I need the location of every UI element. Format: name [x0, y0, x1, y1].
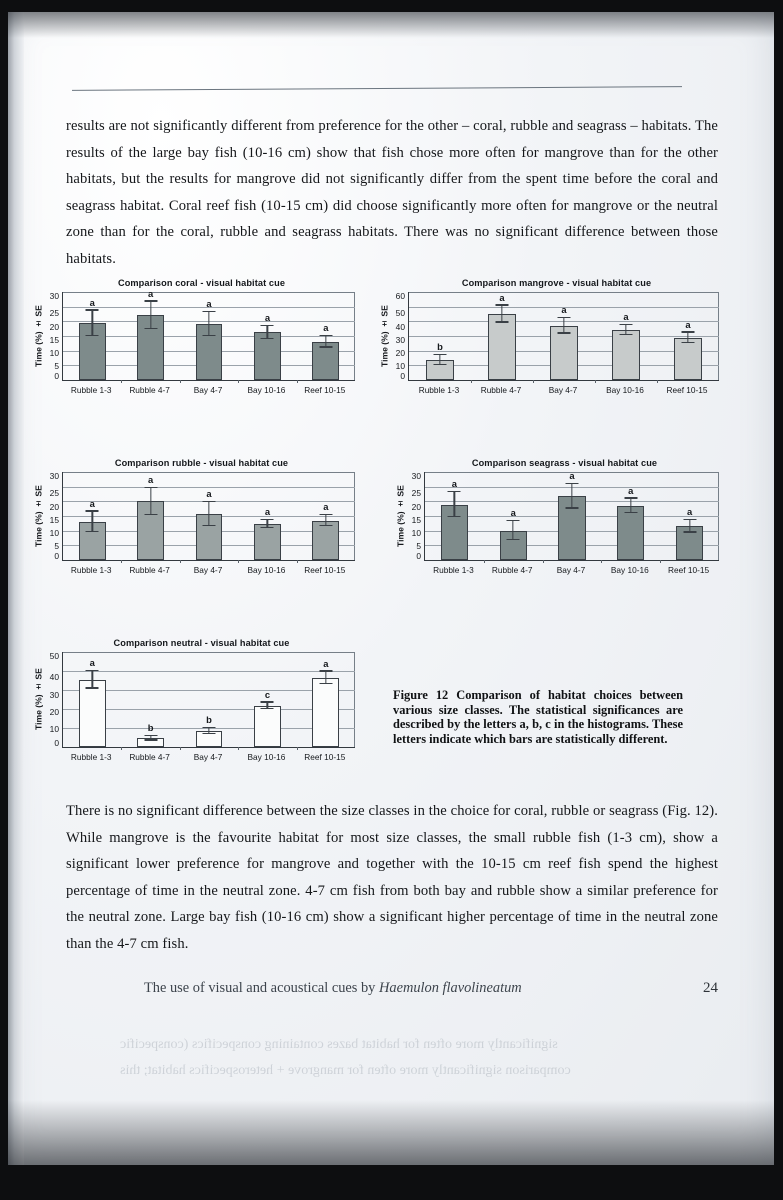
- y-tick-label: 40: [395, 321, 405, 332]
- bleedthrough-line-2: comparison significantly more often for mangrove + heterospecifics habitat; this: [120, 1063, 571, 1078]
- significance-letter: a: [206, 487, 212, 499]
- x-tick-label: Reef 10-15: [666, 385, 708, 395]
- error-bar-cap-top: [203, 727, 216, 728]
- y-tick-label: 10: [49, 724, 59, 735]
- y-tick-label: 30: [411, 471, 421, 481]
- x-axis-labels-neutral: [62, 748, 354, 762]
- y-tick-label: 5: [416, 541, 421, 552]
- plot-mangrove: [408, 292, 719, 381]
- y-tick-label: 30: [49, 689, 59, 700]
- y-axis-ticks-neutral: [45, 652, 62, 747]
- bar-cell: [601, 472, 660, 560]
- error-bar-cap-top: [86, 309, 99, 310]
- error-bar: [150, 302, 151, 330]
- error-bar-cap-bottom: [507, 539, 520, 540]
- bar-group-coral: [63, 287, 355, 380]
- x-tick-label: Bay 10-16: [247, 385, 286, 395]
- y-axis-ticks-coral: [45, 292, 62, 380]
- y-tick-label: 20: [395, 348, 405, 359]
- x-tick-label: Reef 10-15: [304, 385, 346, 395]
- x-tick-mark: [484, 560, 485, 563]
- significance-letter: a: [569, 470, 575, 482]
- x-tick-label: Reef 10-15: [668, 565, 710, 575]
- bar-cell: [297, 472, 355, 560]
- significance-letter: a: [510, 507, 516, 518]
- significance-letter: a: [623, 311, 629, 323]
- bar-cell: [425, 472, 484, 560]
- bar-cell: [595, 292, 657, 380]
- bar-cell: [180, 472, 238, 560]
- y-tick-label: 0: [54, 737, 59, 748]
- error-bar-cap-top: [448, 491, 461, 492]
- error-bar-cap-top: [434, 354, 447, 355]
- significance-letter: a: [323, 501, 329, 513]
- y-tick-label: 25: [411, 488, 421, 499]
- significance-letter: a: [264, 505, 271, 517]
- y-axis-label-coral: Time (%) ± SE: [33, 305, 44, 367]
- y-tick-label: 15: [411, 515, 421, 525]
- error-bar-cap-bottom: [86, 687, 99, 688]
- plot-coral: [62, 287, 355, 381]
- bar-cell: [121, 652, 179, 747]
- significance-letter: a: [685, 318, 691, 330]
- error-bar-cap-top: [319, 670, 332, 671]
- significance-letter: a: [561, 303, 567, 315]
- x-tick-label: Rubble 4-7: [491, 565, 533, 575]
- x-tick-mark: [657, 380, 658, 383]
- error-bar-cap-bottom: [144, 328, 157, 329]
- y-tick-label: 5: [54, 361, 59, 372]
- error-bar-cap-bottom: [683, 531, 696, 532]
- significance-letter: a: [89, 296, 95, 308]
- chart-title-coral: Comparison coral - visual habitat cue: [117, 278, 286, 288]
- x-tick-mark: [180, 380, 181, 383]
- y-tick-label: 30: [49, 291, 59, 301]
- x-tick-label: Bay 10-16: [606, 385, 644, 395]
- y-tick-label: 40: [49, 672, 59, 683]
- y-tick-label: 15: [49, 515, 59, 525]
- x-axis-labels-coral: [62, 381, 354, 395]
- significance-letter: b: [437, 341, 443, 353]
- plot-area-neutral: [32, 652, 371, 748]
- bar-cell: [484, 472, 543, 560]
- significance-letter: a: [628, 484, 634, 496]
- x-tick-label: Rubble 4-7: [129, 752, 170, 762]
- bar-cell: [238, 292, 296, 380]
- error-bar-cap-bottom: [624, 512, 637, 513]
- y-tick-label: 10: [49, 528, 59, 539]
- error-bar-cap-bottom: [319, 683, 332, 684]
- bar-rubble-1-3: [79, 680, 106, 747]
- plot-area-seagrass: [394, 472, 735, 561]
- x-tick-mark: [121, 560, 122, 563]
- error-bar-cap-top: [86, 670, 99, 671]
- y-tick-label: 10: [49, 348, 59, 359]
- error-bar-cap-top: [507, 520, 520, 521]
- bar-cell: [297, 652, 355, 747]
- error-bar: [208, 312, 209, 336]
- y-axis-label-neutral: Time (%) ± SE: [33, 668, 44, 731]
- y-tick-label: 20: [49, 707, 59, 718]
- error-bar-cap-top: [682, 331, 695, 332]
- paragraph-top: results are not significantly different from preference for the other – coral, rubble and seagrass – habitats. The results of the large bay fish (10-16 cm) show that fish chose more often for mangrove than for the other habitats, but the results for mangrove did not significantly differ from the spent time before the coral and seagrass habitat. Coral reef fish (10-15 cm) did choose significantly more often for mangrove or the neutral zone than for the coral, rubble and seagrass habitats. There was no significant difference between those habitats.: [66, 118, 718, 267]
- y-axis-label-mangrove: Time (%) ± SE: [379, 305, 390, 367]
- error-bar-cap-bottom: [144, 739, 157, 740]
- error-bar-cap-bottom: [203, 733, 216, 734]
- bar-bay-10-16: [254, 524, 281, 560]
- y-tick-label: 5: [54, 541, 59, 552]
- error-bar-cap-bottom: [496, 321, 509, 322]
- bar-group-neutral: [63, 652, 355, 747]
- bar-cell: [297, 292, 355, 380]
- bar-cell: [543, 472, 602, 560]
- chart-coral: [32, 278, 371, 395]
- x-tick-label: Reef 10-15: [304, 565, 346, 575]
- y-axis-label-rubble: Time (%) ± SE: [33, 485, 44, 547]
- page-footer: [66, 980, 718, 997]
- error-bar-cap-bottom: [86, 531, 99, 532]
- error-bar-cap-bottom: [86, 335, 99, 336]
- y-tick-label: 15: [49, 335, 59, 345]
- error-bar-cap-bottom: [261, 527, 274, 528]
- x-tick-mark: [238, 747, 239, 750]
- error-bar: [571, 484, 572, 509]
- error-bar: [501, 306, 502, 323]
- error-bar-cap-top: [203, 501, 216, 502]
- bar-reef-10-15: [312, 521, 339, 560]
- y-axis-label-seagrass: Time (%) ± SE: [395, 485, 406, 547]
- error-bar-cap-bottom: [203, 335, 216, 336]
- significance-letter: a: [89, 657, 95, 669]
- bar-reef-10-15: [312, 678, 339, 747]
- bar-cell: [63, 472, 121, 560]
- bar-group-seagrass: [425, 472, 719, 560]
- error-bar-cap-bottom: [144, 514, 157, 515]
- footer-title-plain: The use of visual and acoustical cues by: [144, 980, 379, 996]
- significance-letter: a: [148, 287, 154, 299]
- significance-letter: b: [147, 722, 154, 734]
- bar-bay-10-16: [617, 506, 644, 560]
- error-bar-cap-top: [203, 311, 216, 312]
- error-bar-cap-top: [144, 300, 157, 301]
- chart-mangrove: [378, 278, 735, 395]
- x-tick-label: Rubble 1-3: [70, 752, 112, 762]
- significance-letter: b: [206, 713, 212, 725]
- y-tick-label: 50: [49, 651, 59, 661]
- bar-cell: [63, 652, 121, 747]
- x-tick-mark: [180, 747, 181, 750]
- bar-reef-10-15: [674, 338, 703, 380]
- significance-letter: a: [323, 657, 329, 669]
- error-bar-cap-top: [319, 335, 332, 336]
- x-tick-mark: [471, 380, 472, 383]
- y-tick-label: 25: [49, 308, 59, 319]
- x-tick-label: Rubble 1-3: [70, 565, 112, 575]
- y-tick-label: 20: [49, 321, 59, 332]
- x-tick-mark: [297, 747, 298, 750]
- y-tick-label: 0: [416, 550, 421, 561]
- error-bar-cap-bottom: [565, 507, 578, 508]
- x-tick-label: Rubble 1-3: [70, 385, 112, 395]
- bar-group-mangrove: [409, 292, 719, 380]
- x-tick-label: Bay 4-7: [548, 385, 578, 395]
- x-tick-label: Rubble 4-7: [129, 385, 170, 395]
- page-number: 24: [703, 980, 718, 996]
- error-bar-cap-bottom: [558, 332, 571, 333]
- error-bar: [454, 492, 455, 517]
- error-bar-cap-top: [565, 483, 578, 484]
- error-bar: [150, 488, 151, 515]
- significance-letter: a: [499, 291, 505, 303]
- error-bar-cap-top: [620, 324, 633, 325]
- error-bar: [92, 512, 93, 533]
- error-bar: [513, 521, 514, 540]
- error-bar: [92, 311, 93, 336]
- significance-letter: a: [264, 312, 271, 324]
- error-bar-cap-bottom: [319, 346, 332, 347]
- y-tick-label: 20: [49, 501, 59, 512]
- bar-cell: [660, 472, 719, 560]
- bar-cell: [238, 652, 296, 747]
- x-tick-mark: [180, 560, 181, 563]
- significance-letter: a: [206, 298, 212, 310]
- y-tick-label: 20: [411, 501, 421, 512]
- bar-bay-4-7: [550, 326, 579, 380]
- bar-cell: [121, 472, 179, 560]
- footer-title: [144, 980, 522, 997]
- significance-letter: a: [148, 473, 154, 485]
- x-tick-label: Bay 4-7: [193, 565, 223, 575]
- book-gutter: [8, 12, 24, 1165]
- x-tick-mark: [595, 380, 596, 383]
- significance-letter: a: [89, 497, 95, 509]
- error-bar-cap-bottom: [448, 516, 461, 517]
- x-tick-mark: [238, 380, 239, 383]
- x-tick-mark: [533, 380, 534, 383]
- error-bar-cap-bottom: [434, 364, 447, 365]
- chart-title-mangrove: Comparison mangrove - visual habitat cue: [461, 278, 652, 288]
- bar-cell: [63, 292, 121, 380]
- error-bar-cap-top: [144, 487, 157, 488]
- page-bottom-shadow: [8, 1100, 774, 1165]
- y-tick-label: 50: [395, 308, 405, 319]
- x-axis-labels-seagrass: [424, 561, 718, 575]
- paragraph-bottom: There is no significant difference between the size classes in the choice for coral, rubble or seagrass (Fig. 12). While mangrove is the favourite habitat for most size classes, the small rubble fish (1-3 cm), show a significant lower preference for mangrove and together with the 10-15 cm reef fish spend the highest percentage of time in the neutral zone. 4-7 cm fish from both bay and rubble show a similar preference for the neutral zone. Large bay fish (10-16 cm) show a significant higher percentage of time in the neutral zone than the 4-7 cm fish.: [66, 803, 718, 952]
- x-tick-label: Rubble 1-3: [433, 565, 474, 575]
- error-bar: [92, 671, 93, 688]
- x-tick-mark: [601, 560, 602, 563]
- bar-cell: [471, 292, 533, 380]
- bar-bay-10-16: [612, 330, 641, 380]
- bar-cell: [121, 287, 179, 380]
- y-axis-ticks-rubble: [45, 472, 62, 560]
- x-tick-label: Bay 4-7: [193, 385, 223, 395]
- plot-neutral: [62, 652, 355, 748]
- x-tick-label: Bay 10-16: [247, 752, 286, 762]
- chart-neutral: [32, 638, 371, 762]
- error-bar-cap-top: [496, 304, 509, 305]
- significance-letter: a: [686, 505, 693, 517]
- plot-seagrass: [424, 472, 719, 561]
- error-bar-cap-bottom: [203, 525, 216, 526]
- chart-title-rubble: Comparison rubble - visual habitat cue: [114, 458, 289, 468]
- error-bar-cap-top: [319, 514, 332, 515]
- plot-area-coral: [32, 287, 371, 381]
- error-bar-cap-top: [86, 510, 99, 511]
- x-tick-label: Rubble 1-3: [418, 385, 460, 395]
- error-bar-cap-top: [144, 735, 157, 736]
- x-tick-mark: [660, 560, 661, 563]
- error-bar-cap-bottom: [319, 525, 332, 526]
- chart-seagrass: [394, 458, 735, 575]
- bar-bay-10-16: [254, 706, 281, 747]
- page-top-shadow: [8, 12, 774, 38]
- error-bar: [563, 318, 564, 334]
- footer-title-italic: Haemulon flavolineatum: [378, 980, 522, 996]
- error-bar: [208, 502, 209, 526]
- bar-cell: [238, 472, 296, 560]
- y-tick-label: 10: [411, 528, 421, 539]
- figure-caption: Figure 12 Comparison of habitat choices between various size classes. The statistical significances are described by the letters a, b, c in the histograms. These letters indicate which bars are statistically different.: [393, 688, 683, 746]
- error-bar-cap-bottom: [682, 342, 695, 343]
- bar-cell: [180, 652, 238, 747]
- y-tick-label: 10: [395, 361, 405, 372]
- error-bar-cap-top: [261, 519, 274, 520]
- y-tick-label: 0: [400, 370, 405, 381]
- y-axis-ticks-seagrass: [407, 472, 424, 560]
- bar-rubble-4-7: [488, 314, 517, 380]
- error-bar-cap-bottom: [261, 338, 274, 339]
- x-axis-labels-mangrove: [408, 381, 718, 395]
- x-tick-label: Reef 10-15: [304, 752, 346, 762]
- error-bar-cap-top: [261, 325, 274, 326]
- x-tick-label: Rubble 4-7: [129, 565, 170, 575]
- bar-cell: [180, 292, 238, 380]
- x-tick-label: Bay 4-7: [556, 565, 586, 575]
- x-tick-mark: [297, 560, 298, 563]
- y-tick-label: 30: [49, 471, 59, 481]
- x-tick-mark: [121, 747, 122, 750]
- y-tick-label: 25: [49, 488, 59, 499]
- error-bar-cap-bottom: [620, 334, 633, 335]
- x-tick-label: Bay 10-16: [610, 565, 649, 575]
- significance-letter: a: [323, 322, 329, 333]
- chart-rubble: [32, 458, 371, 575]
- y-tick-label: 60: [395, 291, 405, 301]
- y-tick-label: 0: [54, 550, 59, 561]
- significance-letter: c: [264, 688, 271, 700]
- chart-title-seagrass: Comparison seagrass - visual habitat cue: [471, 458, 658, 468]
- y-tick-label: 0: [54, 370, 59, 381]
- bar-group-rubble: [63, 472, 355, 560]
- plot-area-rubble: [32, 472, 371, 561]
- y-tick-label: 30: [395, 335, 405, 345]
- x-tick-label: Bay 10-16: [247, 565, 286, 575]
- x-tick-mark: [297, 380, 298, 383]
- bar-bay-10-16: [254, 332, 281, 380]
- x-tick-mark: [121, 380, 122, 383]
- error-bar-cap-top: [683, 519, 696, 520]
- x-tick-mark: [238, 560, 239, 563]
- bar-cell: [533, 292, 595, 380]
- error-bar-cap-top: [624, 497, 637, 498]
- bleedthrough-line-1: significantly more often for habitat bazes containing conspecifics (conspecific: [120, 1037, 558, 1052]
- error-bar-cap-bottom: [261, 708, 274, 709]
- plot-area-mangrove: [378, 292, 735, 381]
- x-axis-labels-rubble: [62, 561, 354, 575]
- x-tick-mark: [543, 560, 544, 563]
- plot-rubble: [62, 472, 355, 561]
- y-axis-ticks-mangrove: [391, 292, 408, 380]
- bar-cell: [409, 292, 471, 380]
- bar-cell: [657, 292, 719, 380]
- x-tick-label: Bay 4-7: [193, 752, 223, 762]
- x-tick-label: Rubble 4-7: [480, 385, 522, 395]
- significance-letter: a: [451, 477, 457, 489]
- error-bar-cap-top: [558, 317, 571, 318]
- chart-title-neutral: Comparison neutral - visual habitat cue: [113, 638, 290, 648]
- error-bar-cap-top: [261, 701, 274, 702]
